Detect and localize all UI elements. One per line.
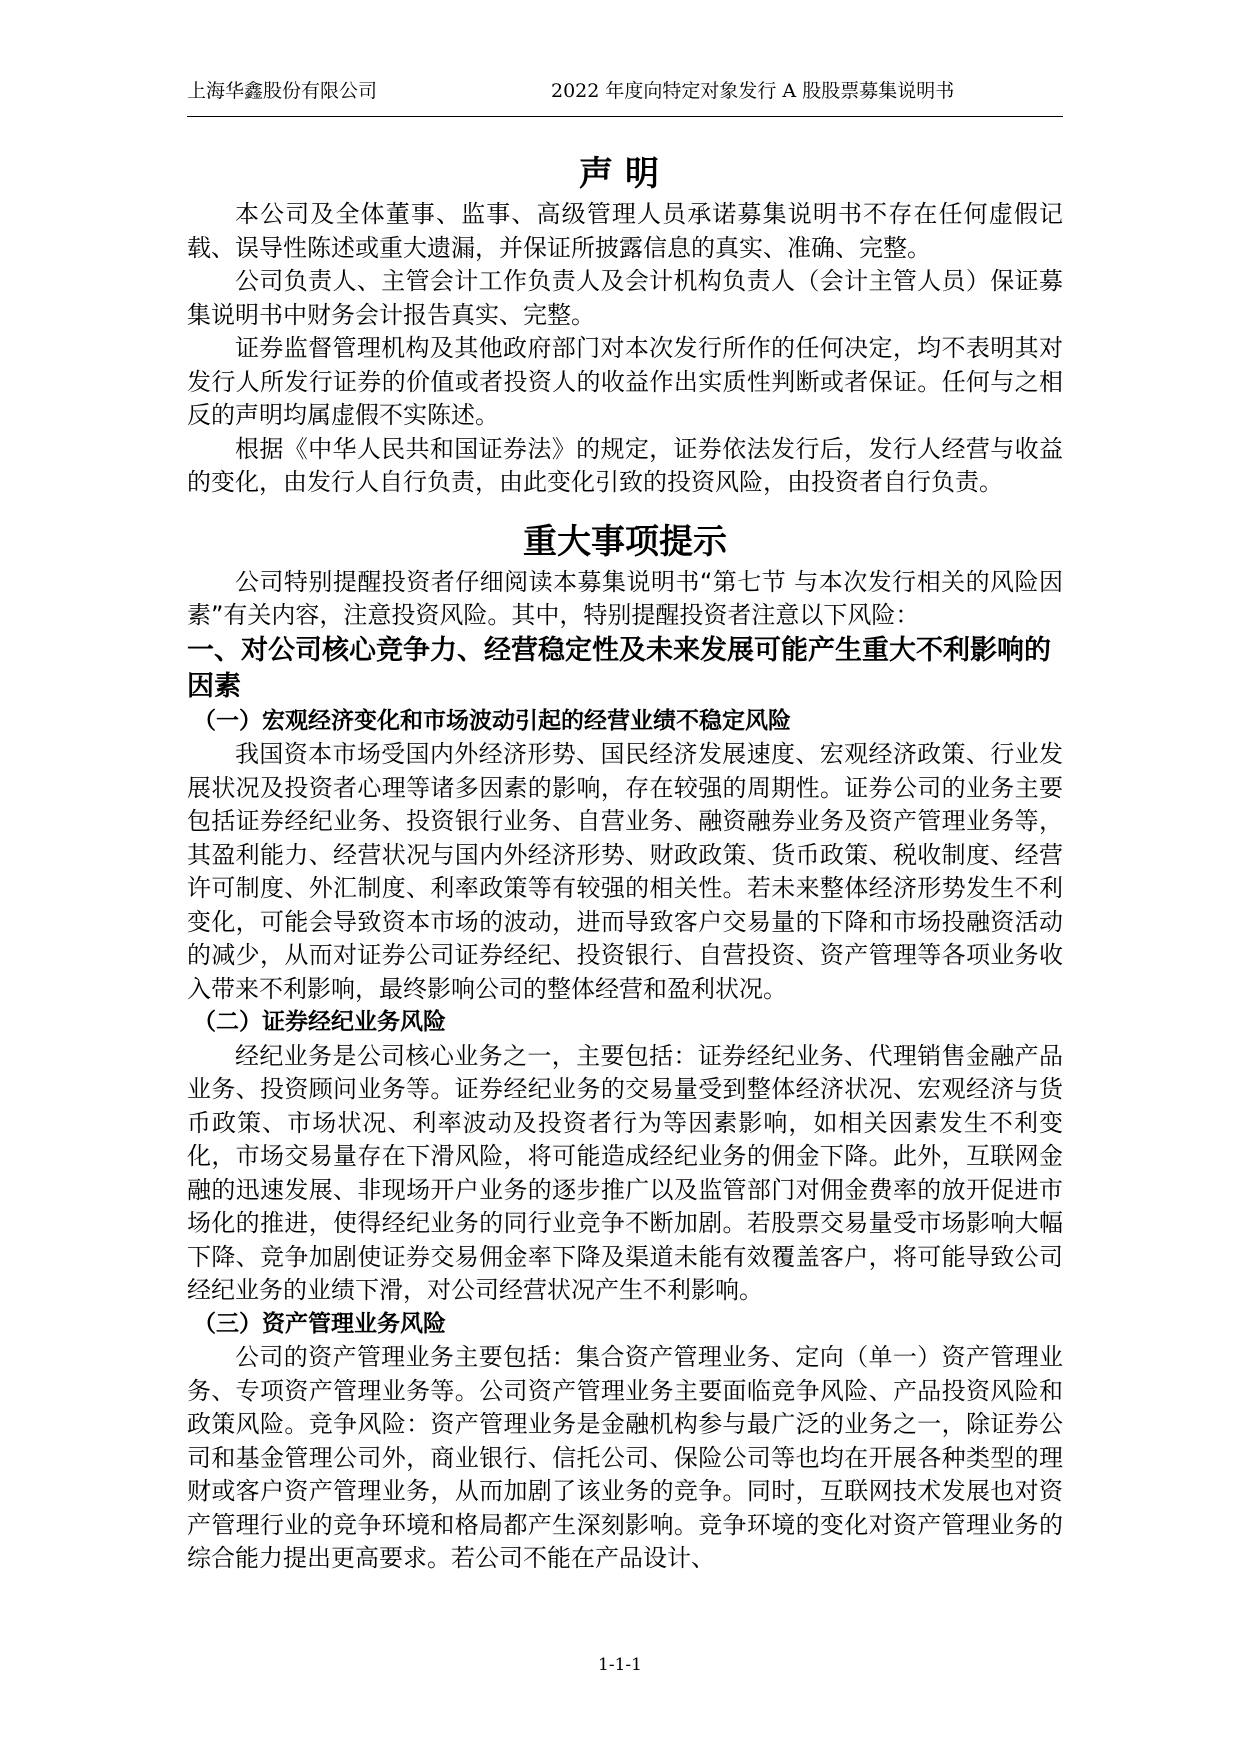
subsection-1-heading: （一）宏观经济变化和市场波动引起的经营业绩不稳定风险 xyxy=(193,707,791,734)
subsection-2-text: 经纪业务是公司核心业务之一，主要包括：证券经纪业务、代理销售金融产品业务、投资顾问业务等。证券经纪业务的交易量受到整体经济状况、宏观经济与货币政策、市场状况、利率波动及投资者行为等因素影响，如相关因素发生不利变化，市场交易量存在下滑风险，将可能造成经纪业务的佣金下降。此外，互联网金融的迅速发展、非现场开户业务的逐步推广以及监管部门对佣金费率的放开促进市场化的推进，使得经纪业务的同行业竞争不断加剧。若股票交易量受市场影响大幅下降、竞争加剧使证券交易佣金率下降及渠道未能有效覆盖客户，将可能导致公司经纪业务的业绩下滑，对公司经营状况产生不利影响。 xyxy=(187,1041,1063,1304)
page-content xyxy=(187,150,1063,1576)
header-document-title: 2022 年度向特定对象发行 A 股股票募集说明书 xyxy=(551,80,955,102)
statement-paragraph-2: 公司负责人、主管会计工作负责人及会计机构负责人（会计主管人员）保证募集说明书中财务会计报告真实、完整。 xyxy=(187,267,1063,329)
statement-paragraph-1: 本公司及全体董事、监事、高级管理人员承诺募集说明书不存在任何虚假记载、误导性陈述或重大遗漏，并保证所披露信息的真实、准确、完整。 xyxy=(187,200,1063,262)
subsection-3-text: 公司的资产管理业务主要包括：集合资产管理业务、定向（单一）资产管理业务、专项资产管理业务等。公司资产管理业务主要面临竞争风险、产品投资风险和政策风险。竞争风险：资产管理业务是金融机构参与最广泛的业务之一，除证券公司和基金管理公司外，商业银行、信托公司、保险公司等也均在开展各种类型的理财或客户资产管理业务，从而加剧了该业务的竞争。同时，互联网技术发展也对资产管理行业的竞争环境和格局都产生深刻影响。竞争环境的变化对资产管理业务的综合能力提出更高要求。若公司不能在产品设计、 xyxy=(187,1343,1063,1572)
subsection-3-heading: （三）资产管理业务风险 xyxy=(193,1310,446,1337)
statement-paragraph-4: 根据《中华人民共和国证券法》的规定，证券依法发行后，发行人经营与收益的变化，由发行人自行负责，由此变化引致的投资风险，由投资者自行负责。 xyxy=(187,434,1063,496)
notice-intro: 公司特别提醒投资者仔细阅读本募集说明书“第七节 与本次发行相关的风险因素”有关内容，注意投资风险。其中，特别提醒投资者注意以下风险： xyxy=(187,567,1063,629)
statement-title: 声明 xyxy=(579,154,671,194)
subsection-1-text: 我国资本市场受国内外经济形势、国民经济发展速度、宏观经济政策、行业发展状况及投资者心理等诸多因素的影响，存在较强的周期性。证券公司的业务主要包括证券经纪业务、投资银行业务、自营业务、融资融券业务及资产管理业务等，其盈利能力、经营状况与国内外经济形势、财政政策、货币政策、税收制度、经营许可制度、外汇制度、利率政策等有较强的相关性。若未来整体经济形势发生不利变化，可能会导致资本市场的波动，进而导致客户交易量的下降和市场投融资活动的减少，从而对证券公司证券经纪、投资银行、自营投资、资产管理等各项业务收入带来不利影响，最终影响公司的整体经营和盈利状况。 xyxy=(187,740,1063,1003)
page-number: 1-1-1 xyxy=(598,1655,642,1675)
header-company-name: 上海华鑫股份有限公司 xyxy=(187,80,378,102)
page-header xyxy=(187,74,1063,117)
notice-title: 重大事项提示 xyxy=(523,521,727,562)
section-1-heading: 一、对公司核心竞争力、经营稳定性及未来发展可能产生重大不利影响的因素 xyxy=(187,634,1051,702)
statement-paragraph-3: 证券监督管理机构及其他政府部门对本次发行所作的任何决定，均不表明其对发行人所发行证券的价值或者投资人的收益作出实质性判断或者保证。任何与之相反的声明均属虚假不实陈述。 xyxy=(187,334,1063,429)
subsection-2-heading: （二）证券经纪业务风险 xyxy=(193,1009,446,1035)
